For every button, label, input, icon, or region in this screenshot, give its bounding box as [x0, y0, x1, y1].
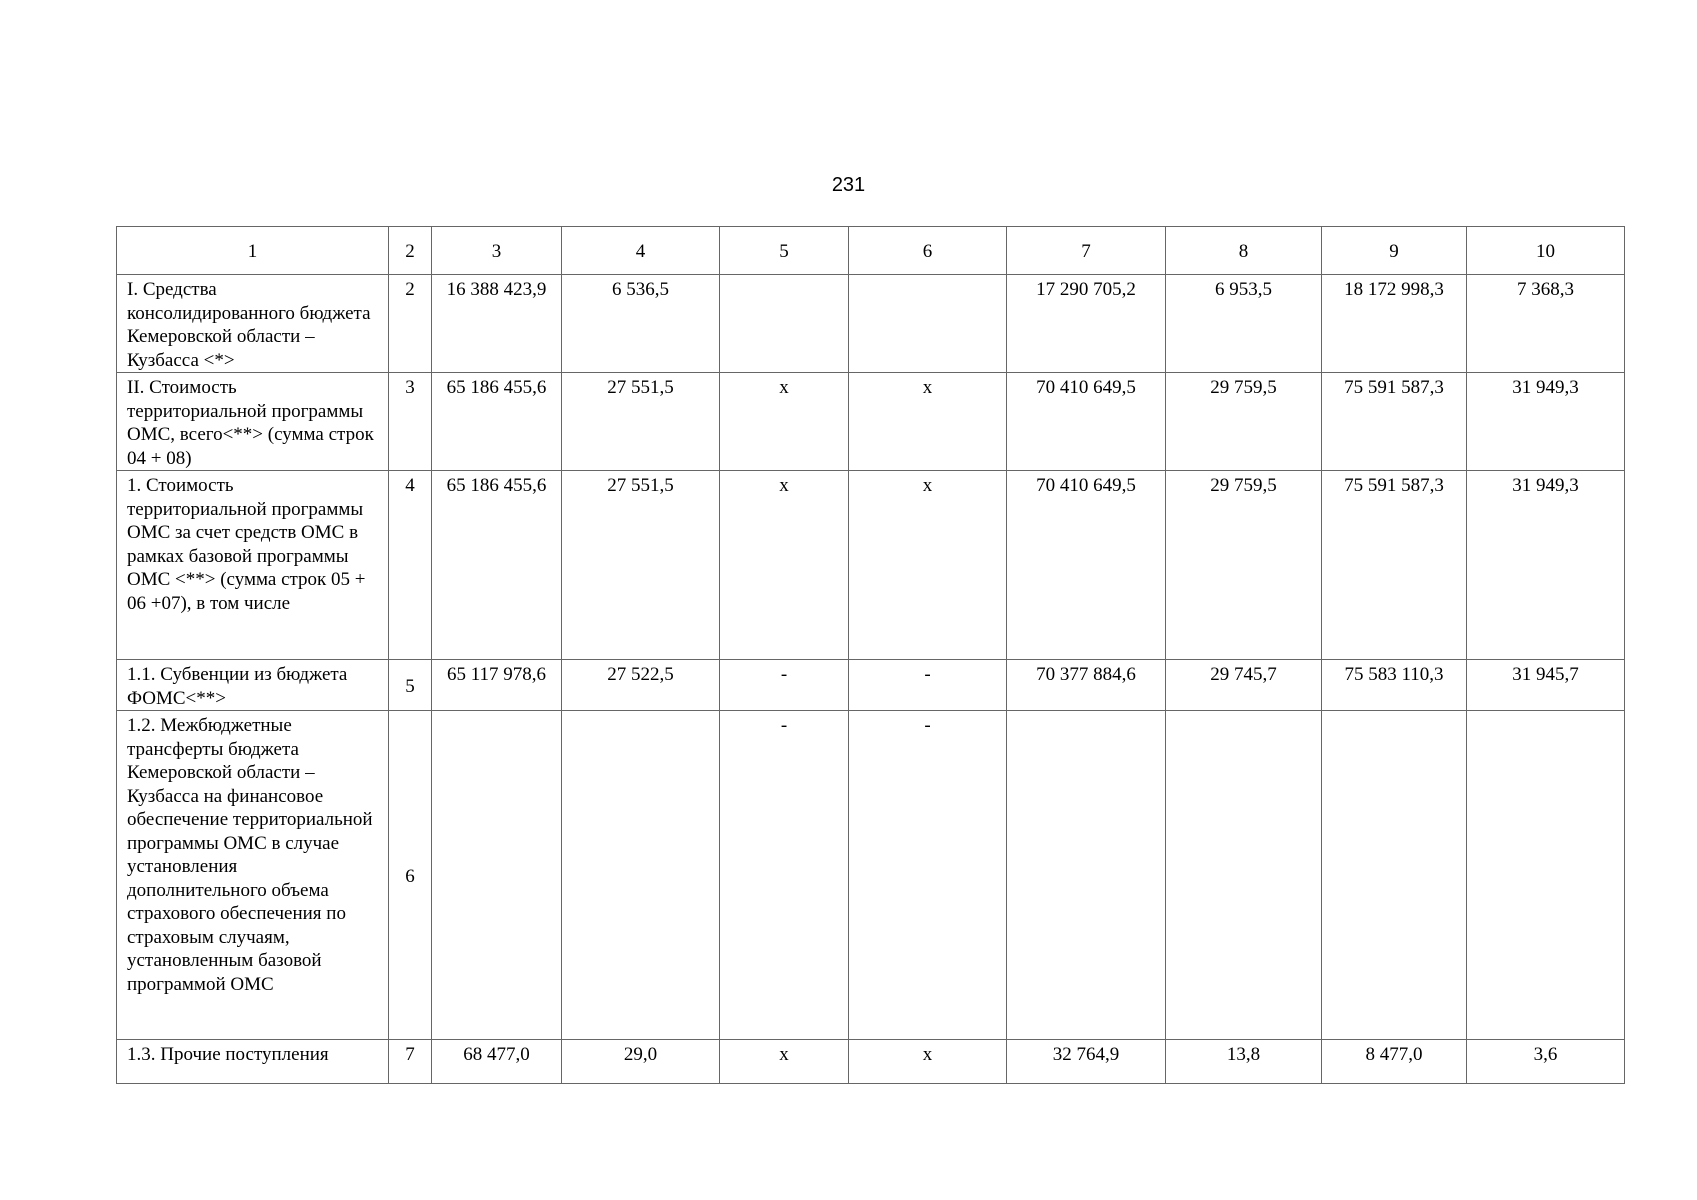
header-cell: 5 — [720, 227, 849, 275]
header-cell: 6 — [849, 227, 1007, 275]
table-cell: 70 410 649,5 — [1007, 471, 1166, 660]
table-cell: 16 388 423,9 — [432, 275, 562, 373]
table-cell: 65 186 455,6 — [432, 471, 562, 660]
table-row — [117, 1040, 1625, 1084]
table-row — [117, 660, 1625, 711]
table-cell: 18 172 998,3 — [1322, 275, 1467, 373]
table-cell: 29,0 — [562, 1040, 720, 1084]
header-cell: 10 — [1467, 227, 1625, 275]
header-cell: 8 — [1166, 227, 1322, 275]
header-cell: 9 — [1322, 227, 1467, 275]
table-cell — [1467, 711, 1625, 1040]
table-cell: 29 745,7 — [1166, 660, 1322, 711]
header-cell: 2 — [389, 227, 432, 275]
table-cell: - — [720, 711, 849, 1040]
table-cell: 75 591 587,3 — [1322, 373, 1467, 471]
header-cell: 1 — [117, 227, 389, 275]
row-code: 3 — [389, 373, 432, 471]
table-cell — [1322, 711, 1467, 1040]
table-cell: 31 949,3 — [1467, 471, 1625, 660]
row-label: I. Средства консолидированного бюджета Кемеровской области – Кузбасса <*> — [117, 275, 389, 373]
page-number: 231 — [831, 174, 866, 196]
table-cell: х — [849, 373, 1007, 471]
table-cell: 13,8 — [1166, 1040, 1322, 1084]
row-code: 2 — [389, 275, 432, 373]
table-cell: 27 551,5 — [562, 373, 720, 471]
table-cell — [720, 275, 849, 373]
table-cell: - — [720, 660, 849, 711]
table-cell: 3,6 — [1467, 1040, 1625, 1084]
row-code: 4 — [389, 471, 432, 660]
header-cell: 3 — [432, 227, 562, 275]
row-label: II. Стоимость территориальной программы ОМС, всего<**> (сумма строк 04 + 08) — [117, 373, 389, 471]
table-cell: х — [720, 1040, 849, 1084]
row-code: 7 — [389, 1040, 432, 1084]
financing-table — [116, 226, 1625, 1084]
table-row — [117, 471, 1625, 660]
table-cell: 6 536,5 — [562, 275, 720, 373]
table-cell: х — [849, 471, 1007, 660]
table-cell: 70 410 649,5 — [1007, 373, 1166, 471]
table-cell — [1007, 711, 1166, 1040]
table-cell: 27 551,5 — [562, 471, 720, 660]
table-cell — [562, 711, 720, 1040]
table-cell: 8 477,0 — [1322, 1040, 1467, 1084]
row-label: 1. Стоимость территориальной программы ОМС за счет средств ОМС в рамках базовой программы ОМС <**> (сумма строк 05 + 06 +07), в том числе — [117, 471, 389, 660]
table-row — [117, 711, 1625, 1040]
row-code: 6 — [389, 711, 432, 1040]
row-label: 1.2. Межбюджетные трансферты бюджета Кемеровской области – Кузбасса на финансовое обеспечение территориальной программы ОМС в случае установления дополнительного объема страхового обеспечения по страховым случаям, установленным базовой программой ОМС — [117, 711, 389, 1040]
column-number-row — [117, 227, 1625, 275]
table-cell: 70 377 884,6 — [1007, 660, 1166, 711]
table-cell: х — [720, 471, 849, 660]
table-cell — [1166, 711, 1322, 1040]
table-cell: х — [849, 1040, 1007, 1084]
table-cell: 65 117 978,6 — [432, 660, 562, 711]
table-cell: 65 186 455,6 — [432, 373, 562, 471]
table-cell: 31 945,7 — [1467, 660, 1625, 711]
table-cell: - — [849, 711, 1007, 1040]
table-cell: 75 591 587,3 — [1322, 471, 1467, 660]
table-cell: - — [849, 660, 1007, 711]
table-cell: 27 522,5 — [562, 660, 720, 711]
row-code: 5 — [389, 660, 432, 711]
table-cell: 17 290 705,2 — [1007, 275, 1166, 373]
row-label: 1.1. Субвенции из бюджета ФОМС<**> — [117, 660, 389, 711]
table-cell: 6 953,5 — [1166, 275, 1322, 373]
table-cell — [432, 711, 562, 1040]
table-row — [117, 373, 1625, 471]
table-cell: 75 583 110,3 — [1322, 660, 1467, 711]
table-cell: 29 759,5 — [1166, 471, 1322, 660]
table-cell: 31 949,3 — [1467, 373, 1625, 471]
table-cell: 32 764,9 — [1007, 1040, 1166, 1084]
table-cell: 68 477,0 — [432, 1040, 562, 1084]
table-cell: 7 368,3 — [1467, 275, 1625, 373]
table-cell: х — [720, 373, 849, 471]
row-label: 1.3. Прочие поступления — [117, 1040, 389, 1084]
header-cell: 4 — [562, 227, 720, 275]
table-cell: 29 759,5 — [1166, 373, 1322, 471]
table-row — [117, 275, 1625, 373]
table-cell — [849, 275, 1007, 373]
header-cell: 7 — [1007, 227, 1166, 275]
